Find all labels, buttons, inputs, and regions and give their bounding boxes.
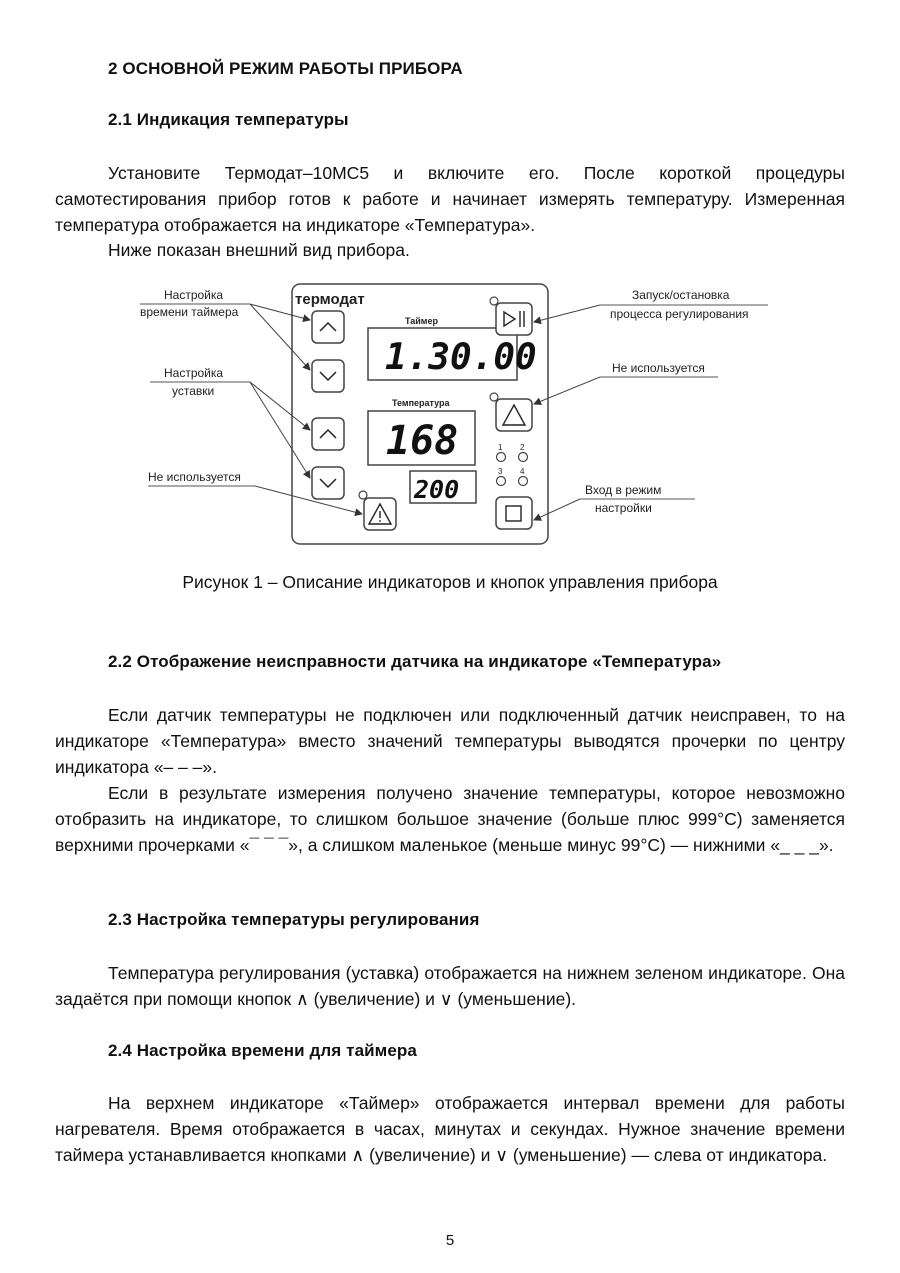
device-figure — [140, 280, 780, 555]
temperature-value: 168 — [386, 418, 459, 464]
figure-caption: Рисунок 1 – Описание индикаторов и кнопок управления прибора — [182, 572, 718, 592]
led-4 — [519, 477, 528, 486]
timer-label: Таймер — [405, 316, 438, 326]
paragraph-text: Температура регулирования (уставка) отображается на нижнем зеленом индикаторе. Она задаётся при помощи кнопок ∧ (увеличение) и ∨ (уменьшение). — [55, 963, 845, 1009]
setpoint-down-button[interactable] — [312, 467, 344, 499]
paragraph-text: Если в результате измерения получено значение температуры, которое невозможно отобразить на индикаторе, то слишком большое значение (больше плюс 999°С) заменяется верхними прочерками «¯ ¯ ¯», а слишком маленькое (меньше минус 99°С) — нижними «_ _ _». — [55, 783, 845, 855]
setpoint-value: 200 — [414, 475, 460, 504]
settings-button[interactable] — [496, 497, 532, 529]
page-number: 5 — [445, 1232, 455, 1249]
setpoint-up-button[interactable] — [312, 418, 344, 450]
temperature-label: Температура — [392, 398, 450, 408]
callout-label: настройки — [595, 501, 652, 515]
led-1 — [497, 453, 506, 462]
led-2 — [519, 453, 528, 462]
paragraph-text: Если датчик температуры не подключен или подключенный датчик неисправен, то на индикаторе «Температура» вместо значений температуры выводятся прочерки по центру индикатора «– – –». — [55, 705, 845, 777]
callout-label: Настройка — [164, 288, 224, 302]
led-label: 4 — [520, 467, 525, 476]
led-label: 2 — [520, 443, 525, 452]
callout-label: уставки — [172, 384, 215, 398]
subsection-heading-2-1: 2.1 Индикация температуры — [108, 110, 349, 129]
timer-down-button[interactable] — [312, 360, 344, 392]
led-label: 1 — [498, 443, 503, 452]
paragraph — [55, 702, 845, 780]
paragraph — [55, 237, 845, 263]
run-led — [490, 297, 498, 305]
paragraph — [55, 1090, 845, 1168]
timer-value: 1.30.00 — [385, 337, 537, 378]
timer-up-button[interactable] — [312, 311, 344, 343]
paragraph — [55, 160, 845, 238]
led-label: 3 — [498, 467, 503, 476]
callout-label: Не используется — [148, 470, 241, 484]
callout-label: Настройка — [164, 366, 224, 380]
paragraph-text: Установите Термодат–10МС5 и включите его. После короткой процедуры самотестирования прибор готов к работе и начинает измерять температуру. Измеренная температура отображается на индикаторе «Температура». — [55, 163, 845, 235]
callout-label: процесса регулирования — [610, 307, 749, 321]
indicator-led — [490, 393, 498, 401]
led-3 — [497, 477, 506, 486]
warning-button[interactable] — [364, 498, 396, 530]
paragraph-text: Ниже показан внешний вид прибора. — [108, 240, 410, 260]
paragraph-text: На верхнем индикаторе «Таймер» отображается интервал времени для работы нагревателя. Время отображается в часах, минутах и секундах. Нужное значение времени таймера устанавливается кнопками ∧ (увеличение) и ∨ (уменьшение) — слева от индикатора. — [55, 1093, 845, 1165]
subsection-heading-2-3: 2.3 Настройка температуры регулирования — [108, 910, 480, 929]
subsection-heading-2-2: 2.2 Отображение неисправности датчика на индикаторе «Температура» — [108, 652, 722, 671]
subsection-heading-2-4: 2.4 Настройка времени для таймера — [108, 1041, 417, 1060]
warning-led — [359, 491, 367, 499]
brand-logo: термодат — [295, 291, 365, 308]
callout-label: Вход в режим — [585, 483, 662, 497]
start-stop-button[interactable] — [496, 303, 532, 335]
paragraph — [55, 780, 845, 858]
section-heading: 2 ОСНОВНОЙ РЕЖИМ РАБОТЫ ПРИБОРА — [108, 59, 463, 78]
unused-triangle-button[interactable] — [496, 399, 532, 431]
callout-label: Не используется — [612, 361, 705, 375]
callout-label: времени таймера — [140, 305, 239, 319]
paragraph — [55, 960, 845, 1012]
callout-label: Запуск/остановка — [632, 288, 730, 302]
